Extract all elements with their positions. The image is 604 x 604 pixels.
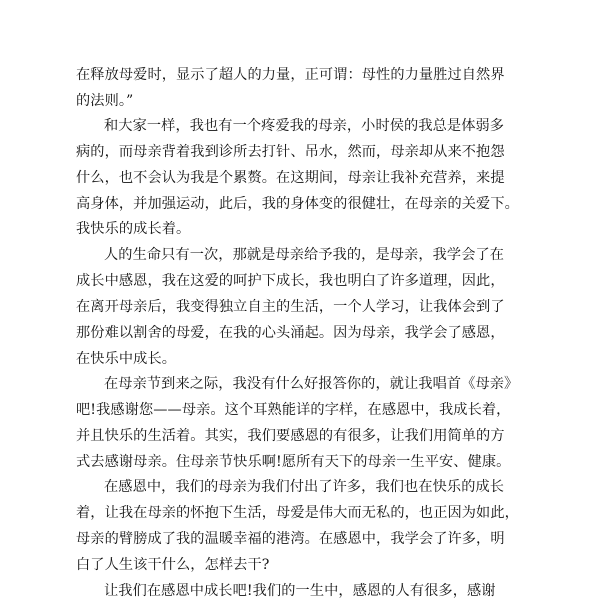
text-line-1: 在释放母爱时，显示了超人的力量，正可谓：母性的力量胜过自然界	[76, 67, 505, 83]
text-line-14: 吧!我感谢您——母亲。这个耳熟能详的字样，在感恩中，我成长着，	[76, 402, 511, 418]
text-line-15: 并且快乐的生活着。其实，我们要感恩的有很多，让我们用简单的方	[76, 428, 505, 444]
text-line-4: 病的，而母亲背着我到诊所去打针、吊水，然而，母亲却从来不抱怨	[76, 144, 505, 160]
text-line-6: 高身体，并加强运动，此后，我的身体变的很健壮，在母亲的关爱下。	[76, 196, 519, 212]
text-line-20: 白了人生该干什么，怎样去干?	[76, 557, 270, 573]
text-line-9: 成长中感恩，我在这爱的呵护下成长，我也明白了许多道理，因此，	[76, 273, 505, 289]
text-line-13: 在母亲节到来之际，我没有什么好报答你的，就让我唱首《母亲》	[104, 376, 519, 392]
text-line-3: 和大家一样，我也有一个疼爱我的母亲，小时侯的我总是体弱多	[104, 118, 505, 134]
text-line-7: 我快乐的成长着。	[76, 221, 191, 237]
text-line-5: 什么，也不会认为我是个累赘。在这期间，母亲让我补充营养，来提	[76, 170, 505, 186]
text-line-2: 的法则。”	[76, 93, 134, 109]
text-line-18: 着，让我在母亲的怀抱下生活，母爱是伟大而无私的，也正因为如此，	[76, 505, 519, 521]
text-line-17: 在感恩中，我们的母亲为我们付出了许多，我们也在快乐的成长	[104, 479, 505, 495]
text-line-21: 让我们在感恩中成长吧!我们的一生中，感恩的人有很多，感谢	[104, 583, 496, 599]
text-line-12: 在快乐中成长。	[76, 351, 177, 367]
text-line-19: 母亲的臂膀成了我的温暖幸福的港湾。在感恩中，我学会了许多，明	[76, 531, 505, 547]
text-line-11: 那份难以割舍的母爱，在我的心头涌起。因为母亲，我学会了感恩，	[76, 325, 505, 341]
text-line-16: 式去感谢母亲。住母亲节快乐啊!愿所有天下的母亲一生平安、健康。	[76, 454, 511, 470]
text-line-10: 在离开母亲后，我变得独立自主的生活，一个人学习，让我体会到了	[76, 299, 505, 315]
text-line-8: 人的生命只有一次，那就是母亲给予我的，是母亲，我学会了在	[104, 247, 505, 263]
